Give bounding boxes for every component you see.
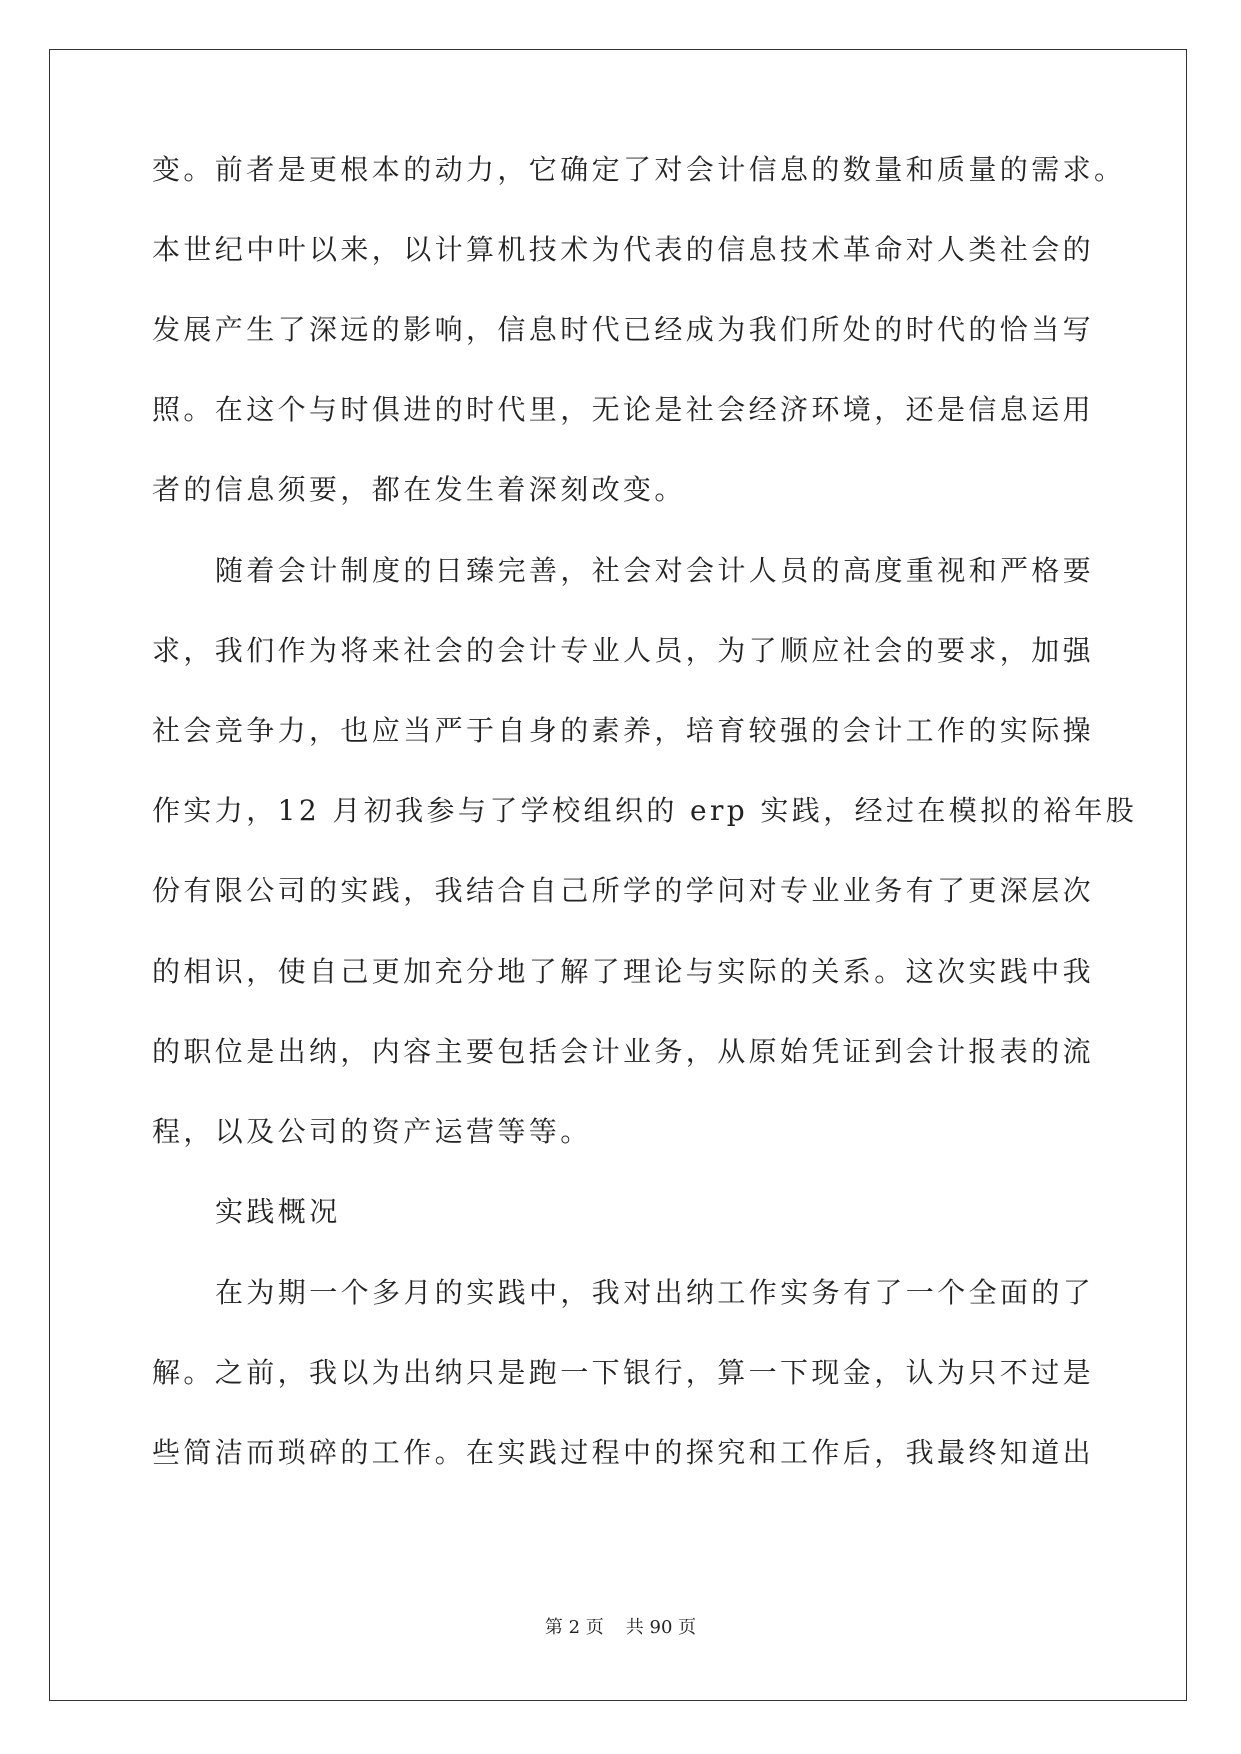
paragraph-start-line: 随着会计制度的日臻完善，社会对会计人员的高度重视和严格要 <box>215 554 1095 587</box>
text-line: 的相识，使自己更加充分地了解了理论与实际的关系。这次实践中我 <box>152 955 1095 988</box>
text-line: 社会竞争力，也应当严于自身的素养，培育较强的会计工作的实际操 <box>152 714 1095 747</box>
text-line: 变。前者是更根本的动力，它确定了对会计信息的数量和质量的需求。 <box>152 153 1126 186</box>
page-number: 第 2 页 <box>544 1617 604 1638</box>
text-line: 本世纪中叶以来，以计算机技术为代表的信息技术革命对人类社会的 <box>152 233 1095 266</box>
text-line: 求，我们作为将来社会的会计专业人员，为了顺应社会的要求，加强 <box>152 634 1095 667</box>
text-line: 份有限公司的实践，我结合自己所学的学问对专业业务有了更深层次 <box>152 874 1095 907</box>
page-footer <box>0 1616 1241 1640</box>
text-line: 照。在这个与时俱进的时代里，无论是社会经济环境，还是信息运用 <box>152 393 1095 426</box>
text-line: 的职位是出纳，内容主要包括会计业务，从原始凭证到会计报表的流 <box>152 1035 1095 1068</box>
text-line: 些简洁而琐碎的工作。在实践过程中的探究和工作后，我最终知道出 <box>152 1436 1095 1469</box>
text-line: 发展产生了深远的影响，信息时代已经成为我们所处的时代的恰当写 <box>152 313 1095 346</box>
text-line: 者的信息须要，都在发生着深刻改变。 <box>152 473 686 506</box>
text-line: 解。之前，我以为出纳只是跑一下银行，算一下现金，认为只不过是 <box>152 1356 1095 1389</box>
text-line: 作实力，12 月初我参与了学校组织的 erp 实践，经过在模拟的裕年股 <box>152 794 1138 827</box>
text-line: 程，以及公司的资产运营等等。 <box>152 1115 592 1148</box>
page-total: 共 90 页 <box>625 1617 697 1638</box>
section-heading: 实践概况 <box>215 1195 341 1228</box>
paragraph-start-line: 在为期一个多月的实践中，我对出纳工作实务有了一个全面的了 <box>215 1276 1095 1309</box>
